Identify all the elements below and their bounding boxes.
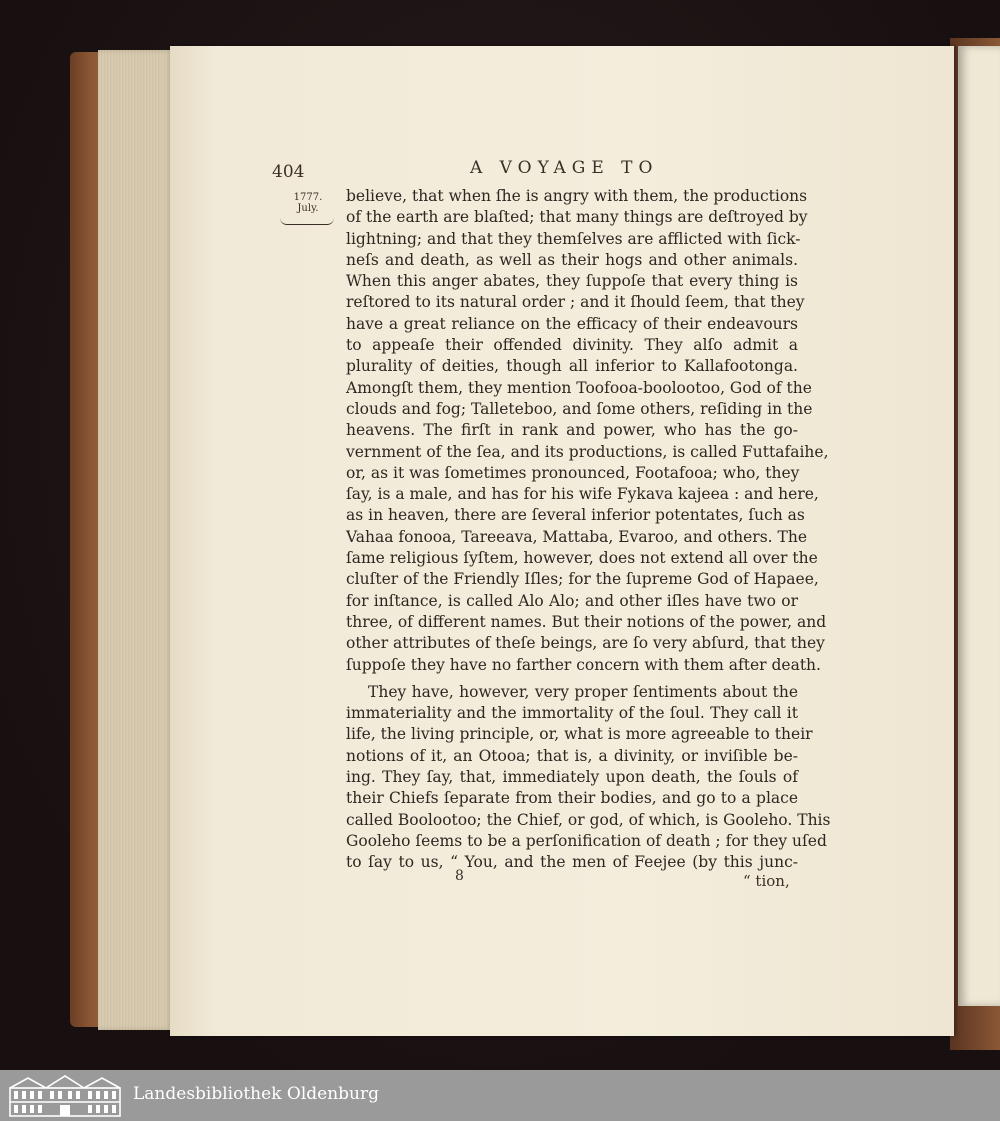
text-line: lightning; and that they themſelves are afflicted with ſick- — [346, 229, 801, 248]
text-line: They have, however, very proper ſentiments about the — [368, 682, 798, 701]
text-line: Gooleho ſeems to be a perſonification of death ; for they uſed — [346, 831, 827, 850]
paragraph-2 — [346, 682, 831, 874]
text-line: for inſtance, is called Alo Alo; and other iſles have two or — [346, 591, 798, 610]
library-building-icon — [8, 1074, 122, 1118]
text-line: have a great reliance on the efficacy of their endeavours — [346, 314, 798, 333]
library-footer — [0, 1070, 1000, 1121]
text-line: ing. They ſay, that, immediately upon death, the ſouls of — [346, 768, 798, 787]
text-line: plurality of deities, though all inferior to Kallafootonga. — [346, 357, 798, 376]
margin-month: July. — [297, 203, 319, 214]
text-line: cluſter of the Friendly Iſles; for the ſupreme God of Hapaee, — [346, 570, 819, 589]
text-line: ſame religious ſyſtem, however, does not extend all over the — [346, 549, 818, 568]
margin-year: 1777. — [293, 192, 323, 203]
text-line: reſtored to its natural order ; and it ſhould ſeem, that they — [346, 293, 805, 312]
text-line: Amongſt them, they mention Toofooa-boolootoo, God of the — [346, 378, 812, 397]
text-line: When this anger abates, they ſuppoſe that every thing is — [346, 272, 798, 291]
margin-brace-icon — [280, 218, 334, 225]
text-line: three, of different names. But their notions of the power, and — [346, 612, 827, 631]
text-line: notions of it, an Otooa; that is, a divinity, or inviſible be- — [346, 746, 798, 765]
catchword: “ tion, — [743, 872, 790, 890]
library-name: Landesbibliothek Oldenburg — [133, 1084, 380, 1104]
running-head: A VOYAGE TO — [470, 158, 659, 178]
text-line: believe, that when ſhe is angry with them, the productions — [346, 187, 808, 205]
page-edges — [98, 50, 174, 1030]
text-line: vernment of the ſea, and its productions, is called Futtafaihe, — [346, 442, 829, 461]
text-line: of the earth are blaſted; that many things are deſtroyed by — [346, 208, 808, 227]
signature-mark: 8 — [455, 868, 464, 884]
text-line: heavens. The firſt in rank and power, who has the go- — [346, 421, 798, 440]
body-text — [346, 186, 831, 874]
text-line: ſay, is a male, and has for his wife Fykava kajeea : and here, — [346, 485, 819, 504]
text-line: neſs and death, as well as their hogs and other animals. — [346, 250, 798, 269]
page-number: 404 — [272, 162, 305, 182]
text-line: Vahaa fonooa, Tareeava, Mattaba, Evaroo, and others. The — [346, 527, 808, 546]
text-line: immateriality and the immortality of the ſoul. They call it — [346, 704, 798, 723]
text-line: to appeaſe their offended divinity. They alſo admit a — [346, 336, 798, 355]
text-line: to ſay to us, “ You, and the men of Feejee (by this junc- — [346, 853, 798, 872]
text-line: called Boolootoo; the Chief, or god, of which, is Gooleho. This — [346, 810, 831, 829]
facing-page-edge — [958, 46, 1000, 1006]
text-line: or, as it was ſometimes pronounced, Footafooa; who, they — [346, 463, 800, 482]
text-line: life, the living principle, or, what is more agreeable to their — [346, 725, 813, 744]
book-page — [170, 46, 954, 1036]
margin-date-note — [278, 192, 338, 214]
text-line: other attributes of theſe beings, are ſo very abſurd, that they — [346, 634, 825, 653]
paragraph-1 — [346, 186, 829, 676]
text-line: their Chiefs ſeparate from their bodies, and go to a place — [346, 789, 798, 808]
text-line: ſuppoſe they have no farther concern with them after death. — [346, 655, 821, 674]
text-line: clouds and fog; Talleteboo, and ſome others, reſiding in the — [346, 399, 813, 418]
text-line: as in heaven, there are ſeveral inferior potentates, ſuch as — [346, 506, 805, 525]
